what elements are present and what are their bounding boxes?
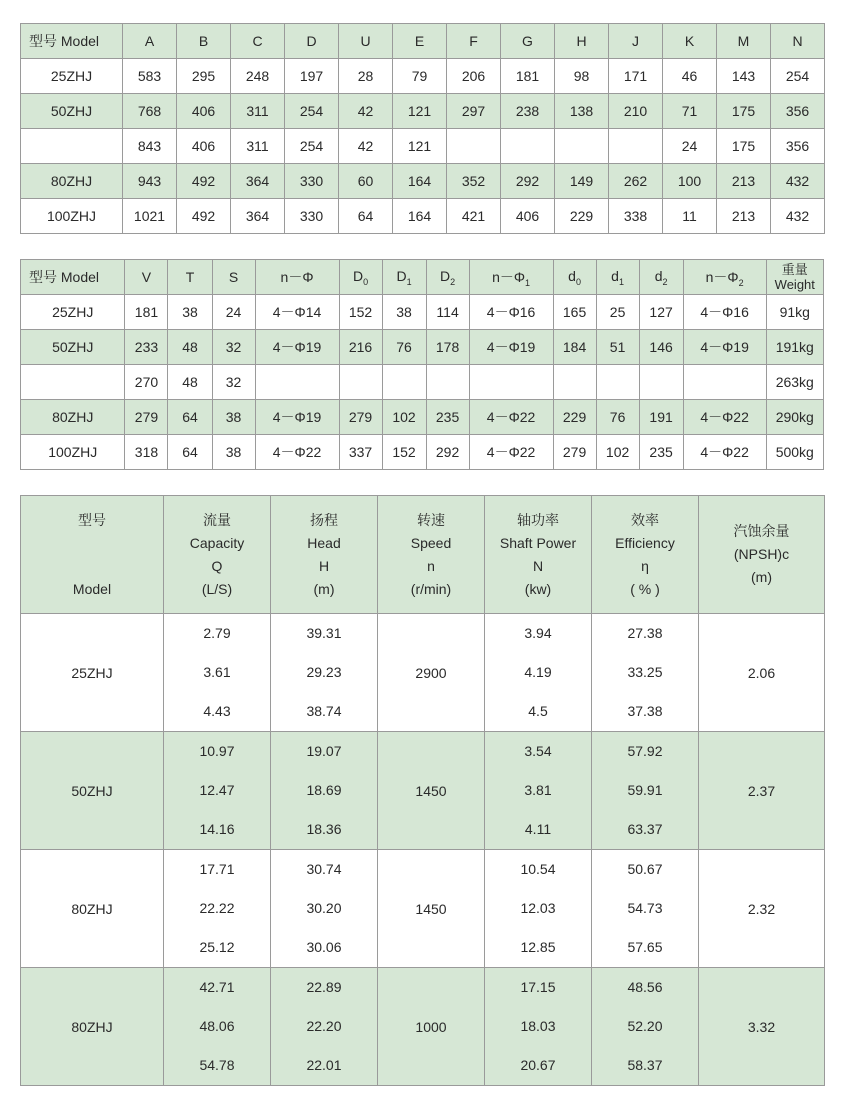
table-cell: 432 <box>771 199 825 234</box>
model-cell: 80ZHJ <box>21 968 164 1086</box>
table-row <box>21 435 824 470</box>
efficiency-value: 57.65 <box>627 939 663 955</box>
performance-table <box>20 495 825 1086</box>
speed-cell: 1000 <box>378 968 485 1086</box>
table-cell: 492 <box>177 164 231 199</box>
table-cell: 146 <box>639 330 683 365</box>
capacity-cell <box>164 614 271 732</box>
table2-header-cell: $D_1$ <box>382 260 426 295</box>
model-cell: 50ZHJ <box>21 330 125 365</box>
table-cell: 356 <box>771 129 825 164</box>
capacity-cell <box>164 968 271 1086</box>
table-cell <box>553 365 596 400</box>
power-cell <box>485 850 592 968</box>
table-cell: 11 <box>663 199 717 234</box>
table-cell: 330 <box>285 164 339 199</box>
table-cell: 149 <box>555 164 609 199</box>
head-value: 38.74 <box>306 703 342 719</box>
table-cell: 213 <box>717 199 771 234</box>
table-cell: 76 <box>596 400 639 435</box>
power-cell <box>485 614 592 732</box>
efficiency-cell <box>592 968 699 1086</box>
model-cell: 100ZHJ <box>21 435 125 470</box>
header-line: 流量 <box>203 511 231 528</box>
head-value: 18.36 <box>306 821 342 837</box>
table-cell: 311 <box>231 129 285 164</box>
table3-header-cell <box>271 496 378 614</box>
table-cell <box>382 365 426 400</box>
table-cell: 48 <box>168 330 212 365</box>
table1-header-cell: M <box>717 24 771 59</box>
capacity-value: 22.22 <box>199 900 235 916</box>
table-cell: 42 <box>339 94 393 129</box>
table-cell: 178 <box>426 330 469 365</box>
table-cell: 406 <box>501 199 555 234</box>
table-cell: 843 <box>123 129 177 164</box>
table-cell: 25 <box>596 295 639 330</box>
table-cell: 98 <box>555 59 609 94</box>
model-cell <box>21 129 123 164</box>
table-cell: 295 <box>177 59 231 94</box>
speed-cell: 1450 <box>378 850 485 968</box>
table-cell: 71 <box>663 94 717 129</box>
table2-header-cell: $n-\Phi_1$ <box>469 260 553 295</box>
table-cell: 143 <box>717 59 771 94</box>
table-row <box>21 199 825 234</box>
table-cell: 46 <box>663 59 717 94</box>
table2-header-cell: $d_1$ <box>596 260 639 295</box>
table-cell: 28 <box>339 59 393 94</box>
header-line: ( % ) <box>630 580 660 597</box>
table-cell <box>426 365 469 400</box>
head-value: 18.69 <box>306 782 342 798</box>
header-line: 扬程 <box>310 511 338 528</box>
table-cell: 181 <box>501 59 555 94</box>
header-line: (NPSH)c <box>733 546 790 562</box>
head-value: 22.01 <box>306 1057 342 1073</box>
capacity-value: 17.71 <box>199 861 235 877</box>
header-line: H <box>318 557 330 574</box>
table1-header-cell: D <box>285 24 339 59</box>
table-cell: 102 <box>382 400 426 435</box>
header-line: 轴功率 <box>517 511 559 528</box>
table-row <box>21 365 824 400</box>
table-cell: 91kg <box>766 295 823 330</box>
table2-header-cell: $d_0$ <box>553 260 596 295</box>
table-cell: 254 <box>285 129 339 164</box>
model-cell: 80ZHJ <box>21 850 164 968</box>
capacity-value: 3.61 <box>203 664 231 680</box>
table-cell: 213 <box>717 164 771 199</box>
efficiency-value: 59.91 <box>627 782 663 798</box>
table3-header-cell <box>378 496 485 614</box>
table-cell: 356 <box>771 94 825 129</box>
header-line: η <box>641 557 649 574</box>
power-value: 12.85 <box>520 939 556 955</box>
header-line: N <box>532 557 544 574</box>
power-value: 18.03 <box>520 1018 556 1034</box>
table-cell: 270 <box>125 365 168 400</box>
header-line: (L/S) <box>201 580 233 597</box>
table-cell: 64 <box>168 400 212 435</box>
header-line: 转速 <box>417 511 445 528</box>
table-cell: 364 <box>231 199 285 234</box>
table-cell: 138 <box>555 94 609 129</box>
head-value: 39.31 <box>306 625 342 641</box>
table3-header-cell <box>592 496 699 614</box>
table-cell: 318 <box>125 435 168 470</box>
table-cell: 210 <box>609 94 663 129</box>
head-value: 30.74 <box>306 861 342 877</box>
table1-header-cell: E <box>393 24 447 59</box>
table-row <box>21 94 825 129</box>
table2-header-cell: V <box>125 260 168 295</box>
table-cell: 165 <box>553 295 596 330</box>
table-cell: 191 <box>639 400 683 435</box>
table3-header-row <box>21 496 825 614</box>
table-cell: 102 <box>596 435 639 470</box>
efficiency-cell <box>592 850 699 968</box>
power-value: 4.19 <box>524 664 552 680</box>
table-cell: 121 <box>393 94 447 129</box>
table-cell: 4－Φ22 <box>469 435 553 470</box>
table-cell: 432 <box>771 164 825 199</box>
model-cell: 80ZHJ <box>21 164 123 199</box>
table2-header-cell: 型号 Model <box>21 260 125 295</box>
table2-header-cell: T <box>168 260 212 295</box>
table-row <box>21 968 825 1086</box>
table-cell: 4－Φ19 <box>255 400 339 435</box>
npsh-cell: 2.37 <box>699 732 825 850</box>
efficiency-cell <box>592 732 699 850</box>
table-cell: 311 <box>231 94 285 129</box>
table-cell: 175 <box>717 94 771 129</box>
table-cell: 4－Φ22 <box>255 435 339 470</box>
table1-header-cell: C <box>231 24 285 59</box>
table2-header-cell: S <box>212 260 255 295</box>
header-line: Efficiency <box>615 534 675 551</box>
table-cell: 127 <box>639 295 683 330</box>
table-cell: 191kg <box>766 330 823 365</box>
table-cell: 76 <box>382 330 426 365</box>
table-cell: 248 <box>231 59 285 94</box>
table1-header-cell: U <box>339 24 393 59</box>
table-cell: 406 <box>177 129 231 164</box>
table-row <box>21 400 824 435</box>
table-row <box>21 850 825 968</box>
table-cell: 254 <box>771 59 825 94</box>
table-cell: 229 <box>553 400 596 435</box>
header-line: 型号 <box>78 511 106 528</box>
capacity-value: 54.78 <box>199 1057 235 1073</box>
efficiency-value: 48.56 <box>627 979 663 995</box>
table-cell: 235 <box>639 435 683 470</box>
table-cell: 352 <box>447 164 501 199</box>
table-cell: 290kg <box>766 400 823 435</box>
table-cell: 364 <box>231 164 285 199</box>
efficiency-value: 63.37 <box>627 821 663 837</box>
header-line <box>21 555 163 578</box>
table-cell: 229 <box>555 199 609 234</box>
header-line: n <box>427 557 435 574</box>
table2-header-cell: $d_2$ <box>639 260 683 295</box>
power-value: 10.54 <box>520 861 556 877</box>
model-cell: 80ZHJ <box>21 400 125 435</box>
table1-header-row <box>21 24 825 59</box>
table-cell: 100 <box>663 164 717 199</box>
npsh-cell: 2.06 <box>699 614 825 732</box>
table-cell: 152 <box>339 295 382 330</box>
table-cell: 279 <box>125 400 168 435</box>
table-cell: 337 <box>339 435 382 470</box>
efficiency-value: 58.37 <box>627 1057 663 1073</box>
table-row <box>21 164 825 199</box>
table-cell: 768 <box>123 94 177 129</box>
power-value: 12.03 <box>520 900 556 916</box>
header-line: 效率 <box>631 511 659 528</box>
table-cell: 421 <box>447 199 501 234</box>
efficiency-value: 57.92 <box>627 743 663 759</box>
head-cell <box>271 968 378 1086</box>
table-cell: 38 <box>382 295 426 330</box>
power-cell <box>485 732 592 850</box>
table-cell: 64 <box>339 199 393 234</box>
table-cell: 24 <box>663 129 717 164</box>
header-line: Shaft Power <box>499 534 577 551</box>
table1-header-cell: A <box>123 24 177 59</box>
header-line: Q <box>211 557 223 574</box>
table-cell: 197 <box>285 59 339 94</box>
table-row <box>21 330 824 365</box>
efficiency-value: 50.67 <box>627 861 663 877</box>
table2-header-cell: 重量 Weight <box>766 260 823 295</box>
table-cell: 235 <box>426 400 469 435</box>
table-cell: 292 <box>426 435 469 470</box>
model-cell: 50ZHJ <box>21 94 123 129</box>
table-cell: 262 <box>609 164 663 199</box>
table-cell <box>596 365 639 400</box>
table-cell: 38 <box>212 435 255 470</box>
table-row <box>21 129 825 164</box>
table-cell: 4－Φ22 <box>469 400 553 435</box>
table-cell: 292 <box>501 164 555 199</box>
table-cell: 206 <box>447 59 501 94</box>
capacity-value: 2.79 <box>203 625 231 641</box>
table-cell: 943 <box>123 164 177 199</box>
table-cell <box>639 365 683 400</box>
table-cell: 42 <box>339 129 393 164</box>
table-cell <box>469 365 553 400</box>
table1-header-cell: B <box>177 24 231 59</box>
npsh-cell: 2.32 <box>699 850 825 968</box>
capacity-value: 25.12 <box>199 939 235 955</box>
table-cell: 4－Φ19 <box>469 330 553 365</box>
header-line: (m) <box>313 580 335 597</box>
table2-header-cell: n－Φ <box>255 260 339 295</box>
table3-header-cell <box>21 496 164 614</box>
table-cell: 32 <box>212 330 255 365</box>
power-value: 3.81 <box>524 782 552 798</box>
capacity-value: 12.47 <box>199 782 235 798</box>
head-value: 30.20 <box>306 900 342 916</box>
table-cell: 24 <box>212 295 255 330</box>
capacity-value: 42.71 <box>199 979 235 995</box>
efficiency-value: 33.25 <box>627 664 663 680</box>
power-value: 4.11 <box>524 821 552 837</box>
capacity-value: 14.16 <box>199 821 235 837</box>
table3-header-cell <box>164 496 271 614</box>
table-cell: 4－Φ22 <box>683 435 766 470</box>
header-line: (kw) <box>524 580 552 597</box>
header-line: Head <box>307 534 341 551</box>
table-cell: 164 <box>393 199 447 234</box>
table-cell: 4－Φ19 <box>683 330 766 365</box>
table1-header-cell: H <box>555 24 609 59</box>
table-cell: 583 <box>123 59 177 94</box>
table2-header-cell: $D_2$ <box>426 260 469 295</box>
table-cell: 279 <box>339 400 382 435</box>
table-row <box>21 614 825 732</box>
head-value: 30.06 <box>306 939 342 955</box>
header-line: (m) <box>751 569 772 585</box>
table-cell: 233 <box>125 330 168 365</box>
table-row <box>21 295 824 330</box>
table-cell: 406 <box>177 94 231 129</box>
model-cell: 25ZHJ <box>21 614 164 732</box>
table-cell: 181 <box>125 295 168 330</box>
power-value: 3.54 <box>524 743 552 759</box>
table2-header-cell: $D_0$ <box>339 260 382 295</box>
table-cell: 32 <box>212 365 255 400</box>
table-cell: 51 <box>596 330 639 365</box>
head-value: 29.23 <box>306 664 342 680</box>
table-cell: 164 <box>393 164 447 199</box>
header-line: Speed <box>410 534 452 551</box>
dimension-table-1 <box>20 23 825 234</box>
table1-header-cell: N <box>771 24 825 59</box>
table-cell: 4－Φ19 <box>255 330 339 365</box>
head-cell <box>271 850 378 968</box>
table-cell: 263kg <box>766 365 823 400</box>
table-cell: 279 <box>553 435 596 470</box>
table-cell: 114 <box>426 295 469 330</box>
table-cell <box>501 129 555 164</box>
npsh-cell: 3.32 <box>699 968 825 1086</box>
speed-cell: 1450 <box>378 732 485 850</box>
table-cell: 297 <box>447 94 501 129</box>
table-cell: 330 <box>285 199 339 234</box>
efficiency-value: 52.20 <box>627 1018 663 1034</box>
header-line: Model <box>72 580 112 597</box>
table-cell: 184 <box>553 330 596 365</box>
table-row <box>21 59 825 94</box>
header-line: 汽蚀余量 <box>733 523 790 539</box>
table-cell: 4－Φ22 <box>683 400 766 435</box>
table-cell: 500kg <box>766 435 823 470</box>
speed-cell: 2900 <box>378 614 485 732</box>
head-value: 22.89 <box>306 979 342 995</box>
model-cell: 50ZHJ <box>21 732 164 850</box>
table1-header-cell: 型号 Model <box>21 24 123 59</box>
head-value: 22.20 <box>306 1018 342 1034</box>
capacity-value: 10.97 <box>199 743 235 759</box>
table-cell: 216 <box>339 330 382 365</box>
model-cell: 100ZHJ <box>21 199 123 234</box>
table-cell: 4－Φ14 <box>255 295 339 330</box>
table-cell: 171 <box>609 59 663 94</box>
table-cell <box>339 365 382 400</box>
table-cell <box>683 365 766 400</box>
model-cell: 25ZHJ <box>21 295 125 330</box>
table-cell <box>447 129 501 164</box>
table-cell: 4－Φ16 <box>683 295 766 330</box>
table-cell: 152 <box>382 435 426 470</box>
table-cell <box>255 365 339 400</box>
table-cell: 175 <box>717 129 771 164</box>
table-cell: 338 <box>609 199 663 234</box>
efficiency-value: 27.38 <box>627 625 663 641</box>
power-cell <box>485 968 592 1086</box>
table-cell: 492 <box>177 199 231 234</box>
table-cell: 79 <box>393 59 447 94</box>
table-cell <box>555 129 609 164</box>
table1-header-cell: J <box>609 24 663 59</box>
table3-header-cell <box>699 496 825 614</box>
table-cell: 238 <box>501 94 555 129</box>
header-line: (r/min) <box>410 580 452 597</box>
power-value: 3.94 <box>524 625 552 641</box>
table-row <box>21 732 825 850</box>
model-cell <box>21 365 125 400</box>
dimension-table-2 <box>20 259 824 470</box>
header-line: Capacity <box>189 534 245 551</box>
table2-header-row <box>21 260 824 295</box>
capacity-value: 48.06 <box>199 1018 235 1034</box>
table-cell <box>609 129 663 164</box>
power-value: 20.67 <box>520 1057 556 1073</box>
table-cell: 60 <box>339 164 393 199</box>
capacity-cell <box>164 850 271 968</box>
table-cell: 48 <box>168 365 212 400</box>
table-cell: 121 <box>393 129 447 164</box>
table-cell: 1021 <box>123 199 177 234</box>
capacity-cell <box>164 732 271 850</box>
head-cell <box>271 614 378 732</box>
table1-header-cell: G <box>501 24 555 59</box>
power-value: 17.15 <box>520 979 556 995</box>
header-line <box>21 532 163 555</box>
table2-header-cell: $n-\Phi_2$ <box>683 260 766 295</box>
table-cell: 38 <box>212 400 255 435</box>
head-value: 19.07 <box>306 743 342 759</box>
table3-header-cell <box>485 496 592 614</box>
efficiency-value: 54.73 <box>627 900 663 916</box>
efficiency-cell <box>592 614 699 732</box>
capacity-value: 4.43 <box>203 703 231 719</box>
table-cell: 64 <box>168 435 212 470</box>
model-cell: 25ZHJ <box>21 59 123 94</box>
efficiency-value: 37.38 <box>627 703 663 719</box>
table1-header-cell: K <box>663 24 717 59</box>
head-cell <box>271 732 378 850</box>
table-cell: 254 <box>285 94 339 129</box>
power-value: 4.5 <box>528 703 548 719</box>
table-cell: 38 <box>168 295 212 330</box>
table-cell: 4－Φ16 <box>469 295 553 330</box>
table1-header-cell: F <box>447 24 501 59</box>
